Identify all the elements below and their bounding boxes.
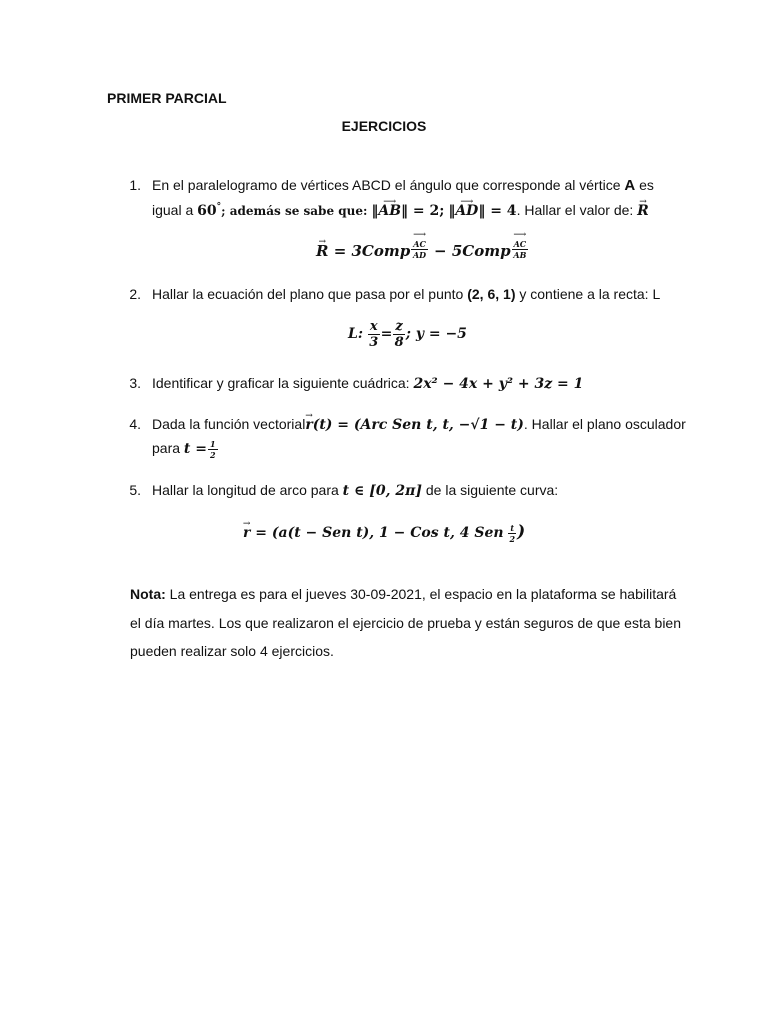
vector-function: (t) = (Arc Sen t, t, −√1 − t) [312,417,524,433]
exercise-3-number: 3. [129,375,141,391]
formula-line-l: L: $\frac{x}{3}$ = $\frac{z}{8}$ ; y = −5 [348,319,467,350]
formula-curve: → r = (a(t − Sen t), 1 − Cos t, 4 Sen $\frac{t}{2}$ ) [243,522,525,543]
point-value: (2, 6, 1) [467,286,516,302]
exercise-3-text: Identificar y graficar la siguiente cuádrica: 2x² − 4x + y² + 3z = 1 [152,375,584,392]
note-label: Nota: [130,586,166,602]
section-title: EJERCICIOS [341,118,427,134]
angle-value: 60° [197,202,222,219]
exercise-5-text: Hallar la longitud de arco para t ∈ [0, 2π] de la siguiente curva: [152,482,559,499]
exercise-4-text: Dada la función vectorial→ r(t) = (Arc Sen t, t, −√1 − t). Hallar el plano osculador [152,414,686,435]
exercise-1-line1: En el paralelogramo de vértices ABCD el ángulo que corresponde al vértice A es [152,177,654,194]
exercise-5-number: 5. [129,482,141,498]
exercise-2-number: 2. [129,286,141,302]
exercise-2-text: Hallar la ecuación del plano que pasa por el punto (2, 6, 1) y contiene a la recta: L [152,286,661,302]
exercise-4-number: 4. [129,416,141,432]
document-title: PRIMER PARCIAL [107,90,227,106]
note-paragraph [130,580,690,666]
note-text: La entrega es para el jueves 30-09-2021, el espacio en la plataforma se habilitará el día martes. Los que realizaron el ejercicio de prueba y están seguros de que esta bien pueden realizar solo 4 ejercicios. [130,586,682,659]
norm-ab: ‖⟶ AB‖ = 2; [371,203,444,219]
exercise-4-line2: para t = $\frac{1}{2}$ [152,438,216,460]
vector-r: → R [637,201,649,221]
quadric-equation: 2x² − 4x + y² + 3z = 1 [413,376,584,392]
exercise-1-number: 1. [129,177,141,193]
vertex-label: A [624,177,636,194]
formula-r: → R = 3Comp ⟶ $\frac{AC}{AD}$ − 5Comp ⟶ $\frac{AC}{AB}$ [316,240,529,262]
exercise-1-line2: igual a 60°; además se sabe que: ‖⟶ AB‖ = 2; ‖⟶ AD‖ = 4. Hallar el valor de: → R [152,197,649,221]
norm-ad: ‖⟶ AD‖ = 4 [448,203,516,219]
interval: t ∈ [0, 2π] [342,483,422,499]
